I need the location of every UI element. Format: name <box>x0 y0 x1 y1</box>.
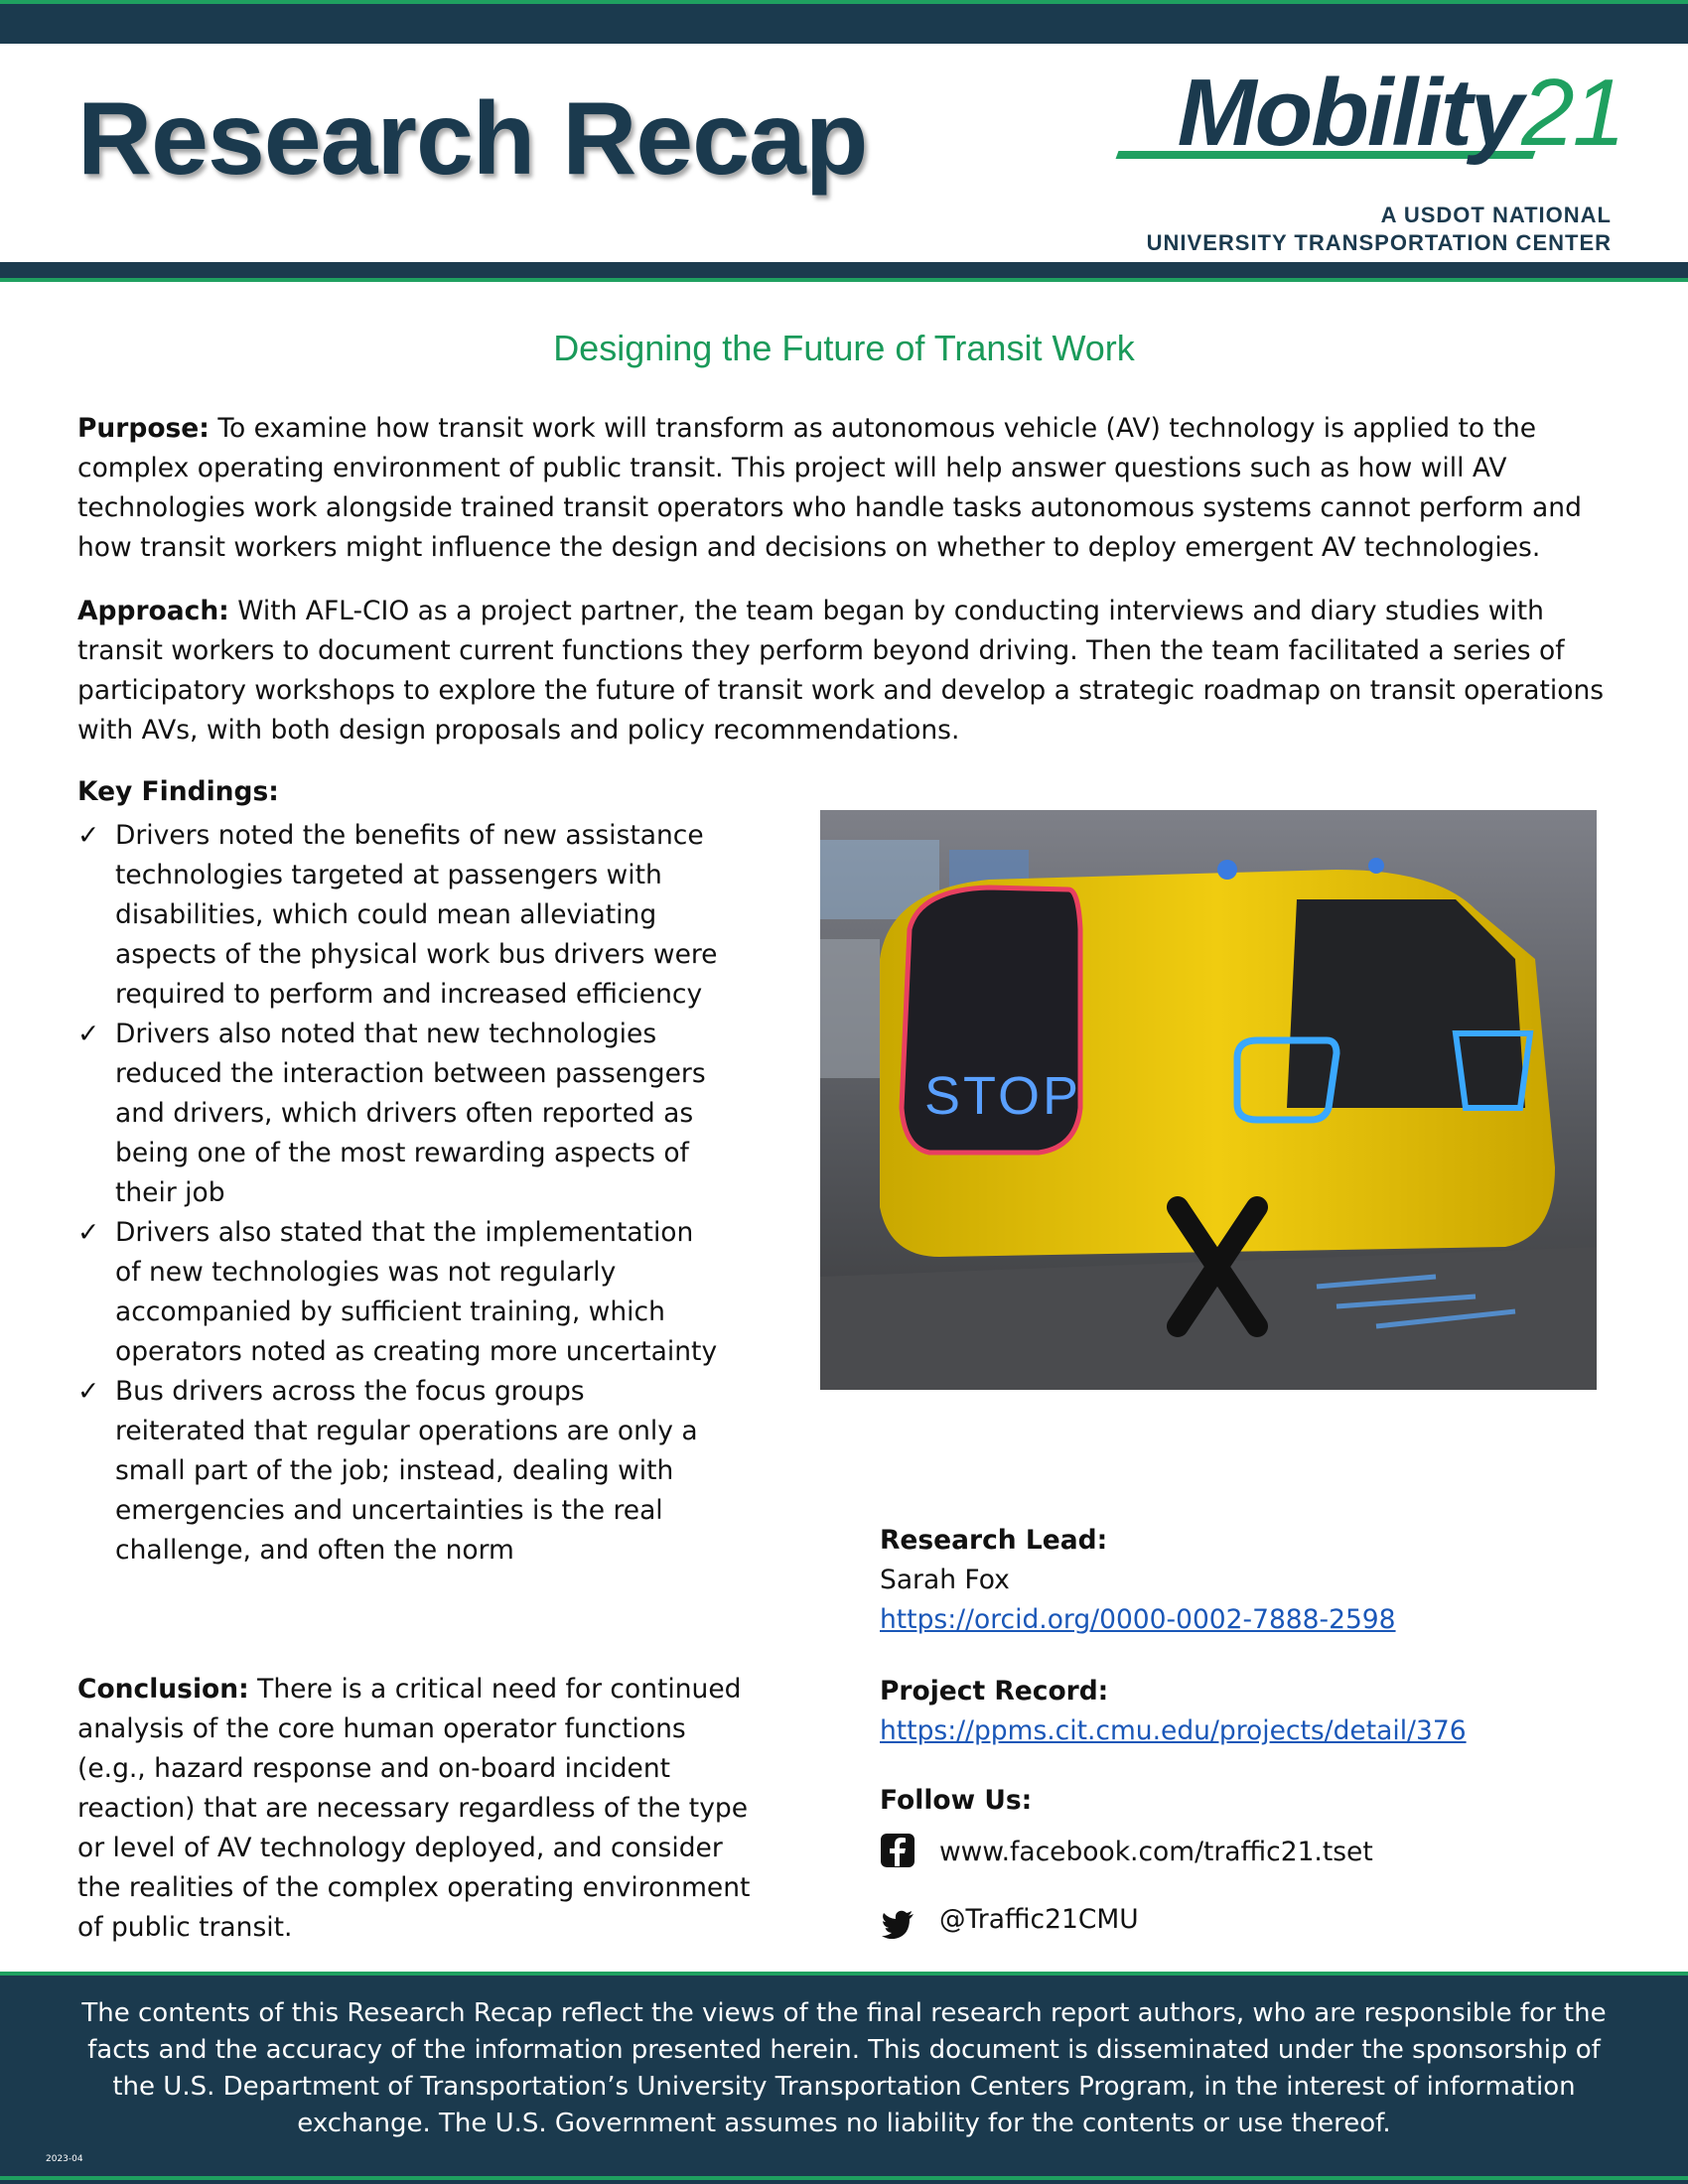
logo-word: Mobility <box>1177 60 1522 166</box>
conclusion-label: Conclusion: <box>77 1674 249 1705</box>
checkmark-icon: ✓ <box>77 1019 100 1049</box>
finding-item <box>77 816 723 1015</box>
autonomous-shuttle-photo <box>820 810 1597 1390</box>
stop-sign-text: STOP <box>924 1066 1082 1126</box>
footer-disclaimer: The contents of this Research Recap reflect the views of the final research report authors, who are responsible for the facts and the accuracy of the information presented herein. This document is disseminated under the sponsorship of the U.S. Department of Transportation’s University Transportation Centers Program, in the interest of information exchange. The U.S. Government assumes no liability for the contents or use thereof. <box>81 1998 1607 2138</box>
facebook-link[interactable]: www.facebook.com/traffic21.tset <box>939 1837 1373 1867</box>
mobility21-logo <box>1097 60 1623 264</box>
follow-us-label: Follow Us: <box>880 1785 1033 1816</box>
finding-text: Drivers also noted that new technologies reduced the interaction between passengers and drivers, which drivers often reported as being one of the most rewarding aspects of their job <box>115 1019 706 1208</box>
logo-number: 21 <box>1521 60 1623 166</box>
page-title: Research Recap <box>77 81 868 197</box>
checkmark-icon: ✓ <box>77 1217 100 1248</box>
key-findings-heading: Key Findings: <box>77 776 279 807</box>
key-findings-list <box>77 816 723 1570</box>
logo-line-1: A USDOT NATIONAL <box>1380 203 1612 227</box>
conclusion-paragraph <box>77 1670 753 1948</box>
document-code: 2023-04 <box>46 2154 83 2164</box>
purpose-paragraph <box>77 409 1618 568</box>
finding-text: Drivers also stated that the implementation of new technologies was not regularly accompanied by sufficient training, which operators noted as creating more uncertainty <box>115 1217 718 1367</box>
logo-wordmark <box>1177 60 1623 166</box>
facebook-icon[interactable] <box>880 1833 915 1868</box>
research-lead-orcid-link[interactable]: https://orcid.org/0000-0002-7888-2598 <box>880 1604 1396 1635</box>
twitter-icon[interactable] <box>880 1906 915 1942</box>
approach-paragraph <box>77 592 1618 751</box>
approach-text: With AFL-CIO as a project partner, the team began by conducting interviews and diary studies with transit workers to document current functions they perform beyond driving. Then the team facilitated a series of participatory workshops to explore the future of transit work and develop a strategic roadmap on transit operations with AVs, with both design proposals and policy recommendations. <box>77 596 1605 746</box>
shuttle-illustration <box>820 810 1597 1390</box>
footer-rule <box>0 2176 1688 2180</box>
finding-item <box>77 1015 723 1213</box>
project-record-label: Project Record: <box>880 1676 1109 1706</box>
purpose-text: To examine how transit work will transform as autonomous vehicle (AV) technology is applied to the complex operating environment of public transit. This project will help answer questions such as how will AV technologies work alongside trained transit operators who handle tasks autonomous systems cannot perform and how transit workers might influence the design and decisions on whether to deploy emergent AV technologies. <box>77 413 1582 563</box>
conclusion-text: There is a critical need for continued analysis of the core human operator functions (e.g., hazard response and on-board incident reaction) that are necessary regardless of the type or level of AV technology deployed, and consider the realities of the complex operating environment of public transit. <box>77 1674 751 1943</box>
finding-text: Drivers noted the benefits of new assistance technologies targeted at passengers with disabilities, which could mean alleviating aspects of the physical work bus drivers were required to perform and increased efficiency <box>115 820 718 1010</box>
finding-item <box>77 1213 723 1372</box>
header-rule <box>0 262 1688 282</box>
checkmark-icon: ✓ <box>77 1376 100 1407</box>
finding-item <box>77 1372 723 1570</box>
top-bar <box>0 0 1688 44</box>
finding-text: Bus drivers across the focus groups reiterated that regular operations are only a small part of the job; instead, dealing with emergencies and uncertainties is the real challenge, and often the norm <box>115 1376 698 1566</box>
twitter-handle-link[interactable]: @Traffic21CMU <box>939 1904 1139 1935</box>
project-record-link[interactable]: https://ppms.cit.cmu.edu/projects/detail/376 <box>880 1715 1467 1746</box>
checkmark-icon: ✓ <box>77 820 100 851</box>
approach-label: Approach: <box>77 596 229 626</box>
logo-line-2: UNIVERSITY TRANSPORTATION CENTER <box>1146 230 1612 255</box>
document-title: Designing the Future of Transit Work <box>553 328 1135 368</box>
research-lead-label: Research Lead: <box>880 1525 1108 1556</box>
purpose-label: Purpose: <box>77 413 210 444</box>
research-lead-name: Sarah Fox <box>880 1565 1010 1595</box>
